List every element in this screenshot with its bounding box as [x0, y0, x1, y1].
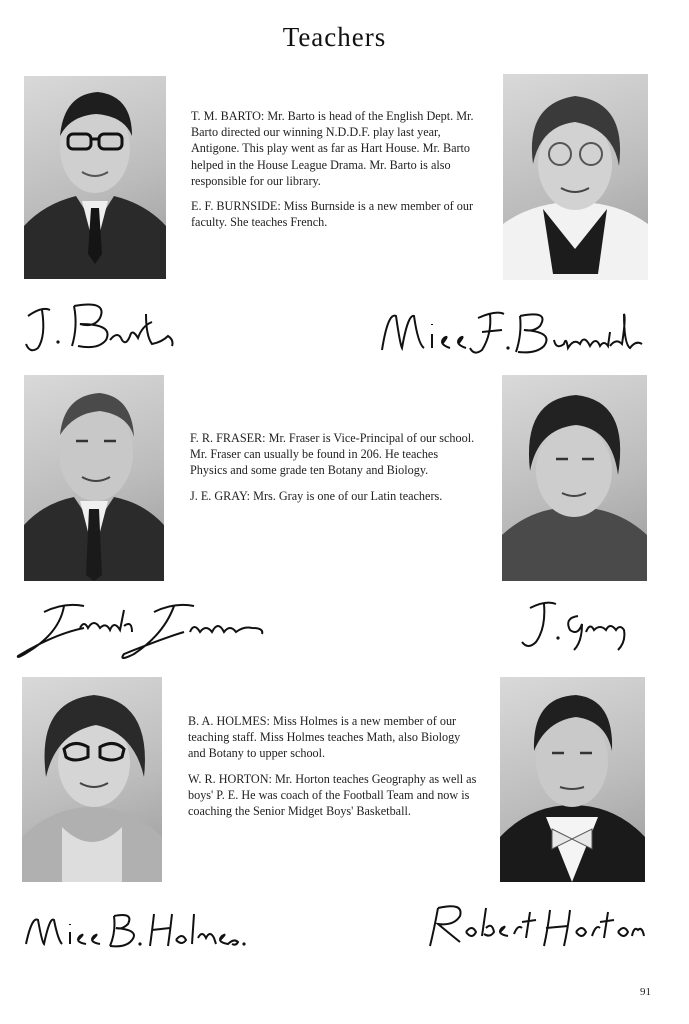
portrait-barto [24, 76, 166, 279]
teacher-bio-fraser: F. R. FRASER: Mr. Fraser is Vice-Principal of our school. Mr. Fraser can usually be found in 206. He teaches Physics and some grade ten Botany and Biology. [190, 431, 475, 478]
teacher-bio-burnside: E. F. BURNSIDE: Miss Burnside is a new member of our faculty. She teaches French. [191, 199, 474, 230]
teacher-bio-column [188, 713, 478, 828]
teacher-bio-horton: W. R. HORTON: Mr. Horton teaches Geography as well as boys' P. E. He was coach of the Football Team and now is coaching the Senior Midget Boys' Basketball. [188, 771, 477, 819]
teacher-bio-column [190, 430, 476, 513]
signature-barto [22, 296, 182, 360]
teacher-bio-barto: T. M. BARTO: Mr. Barto is head of the English Dept. Mr. Barto directed our winning N.D.D.F. play last year, Antigone. This play went as far as Hart House. Mr. Barto helped in the House League Drama. Mr. Barto is also responsible for our library. [191, 109, 474, 188]
page-title: Teachers [282, 22, 387, 52]
portrait-fraser [24, 375, 164, 581]
signature-gray [516, 598, 636, 654]
teacher-bio-holmes: B. A. HOLMES: Miss Holmes is a new member of our teaching staff. Miss Holmes teaches Math, also Biology and Botany to upper school. [188, 714, 461, 761]
teacher-bio-column [191, 108, 476, 239]
portrait-holmes [22, 677, 162, 882]
portrait-gray [502, 375, 647, 581]
signature-fraser [14, 598, 274, 664]
signature-holmes [22, 906, 252, 956]
signature-burnside [378, 304, 648, 360]
portrait-burnside [503, 74, 648, 280]
teacher-bio-gray: J. E. GRAY: Mrs. Gray is one of our Latin teachers. [190, 488, 443, 503]
signature-horton [426, 900, 648, 954]
page-number: 91 [640, 986, 651, 998]
portrait-horton [500, 677, 645, 882]
